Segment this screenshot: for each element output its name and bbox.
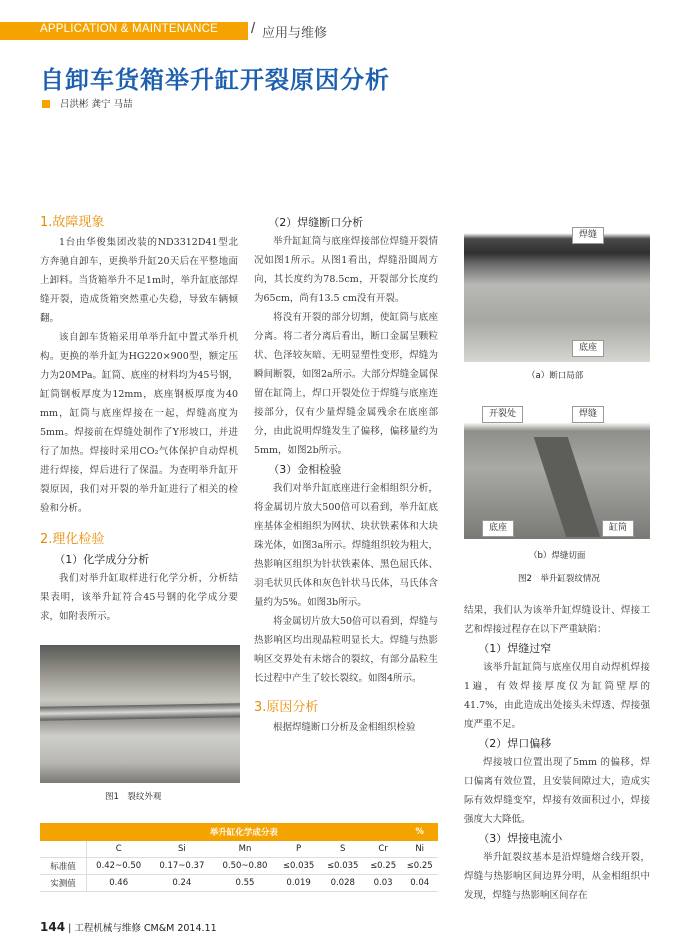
column-header: S (321, 841, 365, 858)
table-cell: ≤0.25 (401, 858, 438, 875)
table-cell: 0.019 (277, 875, 321, 892)
paragraph: 该举升缸缸筒与底座仅用自动焊机焊接1遍，有效焊接厚度仅为缸筒壁厚的41.7%，由此造成出处接头未焊透、焊接强度严重不足。 (464, 662, 650, 730)
section-divider: / (251, 20, 256, 37)
paragraph: 焊接坡口位置出现了5mm 的偏移，焊口偏离有效位置，且安装间隙过大，造成实际有效焊缝变窄，焊接有效面积过小，焊接强度大大降低。 (464, 757, 650, 825)
article-title: 自卸车货箱举升缸开裂原因分析 (40, 66, 390, 94)
subheading-low-current: （3）焊接电流小 (478, 832, 563, 845)
table-title: 举升缸化学成分表 (87, 823, 402, 841)
row-label: 实测值 (40, 875, 87, 892)
figure-1-crack-photo (40, 645, 240, 783)
heading-cause-analysis: 3.原因分析 (254, 700, 319, 715)
paragraph: 1台由华俊集团改装的ND3312D41型北方奔驰自卸车，更换举升缸20天后在平整地面上卸料。当货箱举升不足1m时，举升缸底部焊缝开裂，造成货箱突然重心失稳，导致车辆倾翻。 (40, 237, 238, 324)
paragraph: 我们对举升缸底座进行金相组织分析，将金属切片放大500倍可以看到，举升缸底座基体金相组织为网状、块状铁素体和大块珠光体，如图3a所示。焊缝组织较为粗大，热影响区组织为针状铁素体、黑色屈氏体、羽毛状贝氏体和灰色针状马氏体，马氏体含量约为5%。如图3b所示。 (254, 483, 438, 608)
subheading-metallographic: （3）金相检验 (268, 463, 342, 476)
table-cell: 0.04 (401, 875, 438, 892)
section-label-zh: 应用与维修 (262, 26, 328, 41)
column-header: P (277, 841, 321, 858)
row-label: 标准值 (40, 858, 87, 875)
figure-2a-caption: （a）断口局部 (527, 371, 584, 381)
column-header: C (87, 841, 151, 858)
table-unit: % (401, 823, 438, 841)
callout-base: 底座 (572, 340, 604, 357)
callout-cylinder: 缸筒 (602, 520, 634, 537)
callout-crack: 开裂处 (482, 406, 523, 423)
page-number: 144 (40, 920, 66, 934)
table-header-row (40, 823, 438, 841)
callout-weld: 焊缝 (572, 227, 604, 244)
figure-1-caption: 图1 裂纹外观 (105, 792, 162, 802)
heading-fault-phenomenon: 1.故障现象 (40, 215, 105, 230)
column-header: Mn (213, 841, 276, 858)
paragraph: 我们对举升缸取样进行化学分析，分析结果表明，该举升缸符合45号钢的化学成分要求，如附表所示。 (40, 573, 238, 622)
column-1 (40, 213, 238, 626)
paragraph: 根据焊缝断口分析及金相组织检验 (273, 722, 416, 733)
paragraph: 将金属切片放大50倍可以看到，焊缝与热影响区均出现晶粒明显长大。焊缝与热影响区交界处有未熔合的裂纹，有部分晶粒生长过程中产生了较长裂纹。如图4所示。 (254, 616, 438, 684)
table-cell: 0.50~0.80 (213, 858, 276, 875)
paragraph: 该自卸车货箱采用单举升缸中置式举升机构。更换的举升缸为HG220×900型，额定压力为20MPa。缸筒、底座的材料均为45号钢，缸筒钢板厚度为12mm，底座钢板厚度为40 mm，缸筒与底座焊接在一起，焊缝高度为5mm。焊接前在焊缝处制作了Y形坡口，并进行了加热。焊接时采用CO₂气体保护自动焊机进行焊接，焊后进行了保温。为查明举升缸开裂原因，我们对开裂的举升缸进行了相关的检验和分析。 (40, 332, 238, 514)
table-cell: 0.028 (321, 875, 365, 892)
column-header: Cr (365, 841, 402, 858)
table-cell: 0.55 (213, 875, 276, 892)
subheading-weld-fracture: （2）焊缝断口分析 (268, 216, 364, 229)
heading-physical-chemical-test: 2.理化检验 (40, 532, 105, 547)
column-3 (464, 601, 650, 905)
page-footer: 144 | 工程机械与维修 CM&M 2014.11 (40, 920, 217, 934)
figure-2b-caption: （b）焊缝切面 (529, 551, 586, 561)
callout-base: 底座 (482, 520, 514, 537)
table-column-row (40, 841, 438, 858)
column-header: Si (150, 841, 213, 858)
journal-name: 工程机械与维修 (74, 923, 141, 934)
paragraph: 举升缸缸筒与底座焊接部位焊缝开裂情况如图1所示。从图1看出，焊缝沿圆周方向，其长度约为78.5cm，开裂部分长度约为65cm，尚有13.5 cm没有开裂。 (254, 236, 438, 304)
author-marker-icon (42, 100, 50, 108)
table-cell: 0.03 (365, 875, 402, 892)
table-row (40, 858, 438, 875)
table-cell: 0.42~0.50 (87, 858, 151, 875)
chemical-composition-table (40, 823, 438, 892)
column-header: Ni (401, 841, 438, 858)
column-2 (254, 213, 438, 737)
table-cell: ≤0.25 (365, 858, 402, 875)
table-cell: ≤0.035 (321, 858, 365, 875)
section-label-en: APPLICATION & MAINTENANCE (40, 23, 218, 35)
paragraph: 结果，我们认为该举升缸焊缝设计、焊接工艺和焊接过程存在以下严重缺陷： (464, 605, 650, 635)
article-authors: 吕洪彬 龚宁 马喆 (60, 99, 133, 110)
subheading-weld-offset: （2）焊口偏移 (478, 737, 552, 750)
paragraph: 将没有开裂的部分切割，使缸筒与底座分离。将二者分离后看出，断口金属呈颗粒状、色泽较灰暗、无明显塑性变形，焊缝为瞬间断裂，如图2a所示。大部分焊缝金属保留在缸筒上，焊口开裂处位于焊缝与底座连接部分，仅有少量焊缝金属残余在底座部分，由此说明焊缝发生了偏移，偏移量约为5mm，如图2b所示。 (254, 312, 438, 456)
table-row (40, 875, 438, 892)
table-cell: 0.24 (150, 875, 213, 892)
figure-2-caption: 图2 举升缸裂纹情况 (518, 574, 600, 584)
paragraph: 举升缸裂纹基本是沿焊缝熔合线开裂，焊缝与热影响区间边界分明，从金相组织中发现，焊缝与热影响区间存在 (464, 852, 650, 901)
table-cell: 0.17~0.37 (150, 858, 213, 875)
table-cell: ≤0.035 (277, 858, 321, 875)
figure-2a-fracture-photo (464, 222, 650, 362)
subheading-chemical-analysis: （1）化学成分分析 (54, 553, 150, 566)
subheading-weld-too-narrow: （1）焊缝过窄 (478, 642, 552, 655)
table-cell: 0.46 (87, 875, 151, 892)
table-corner (40, 841, 87, 858)
callout-weld: 焊缝 (572, 406, 604, 423)
journal-issue: CM&M 2014.11 (143, 923, 217, 934)
